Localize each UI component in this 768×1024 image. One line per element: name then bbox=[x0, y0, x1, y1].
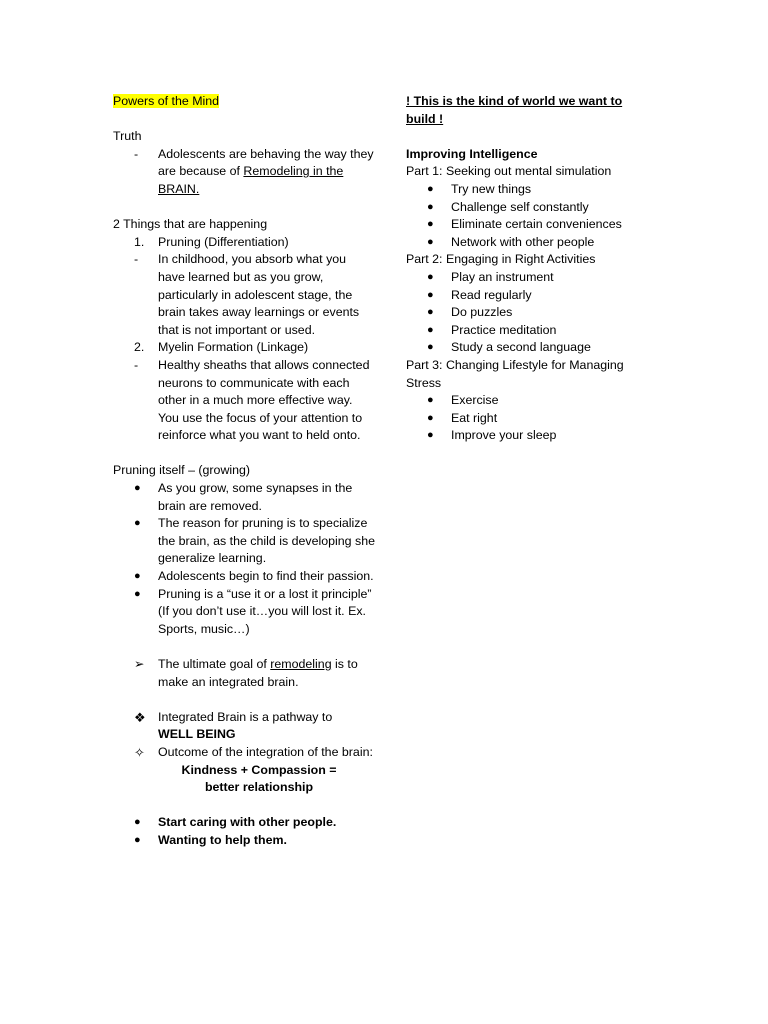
list-item-text: Network with other people bbox=[451, 234, 595, 249]
pruning-bullet-text: The reason for pruning is to specialize the brain, as the child is developing she generalize learning. bbox=[158, 516, 375, 566]
right-column bbox=[406, 93, 646, 445]
list-item bbox=[406, 427, 646, 445]
item-2-description bbox=[113, 357, 375, 445]
pruning-heading: Pruning itself – (growing) bbox=[113, 463, 251, 478]
diamond-item-1 bbox=[113, 709, 375, 744]
truth-item-text bbox=[158, 146, 375, 199]
number-marker-1: 1. bbox=[134, 234, 145, 249]
pruning-bullet-text: Pruning is a “use it or a lost it principle” (If you don’t use it…you will lost it. Ex. Sports, music…) bbox=[158, 586, 372, 636]
list-item-text: Exercise bbox=[451, 393, 499, 408]
item-1-desc-text: In childhood, you absorb what you have learned but as you grow, particularly in adolescent stage, the brain takes away learnings or events that is not important or used. bbox=[158, 252, 360, 337]
pruning-bullet bbox=[113, 480, 375, 515]
part-2-heading: Part 2: Engaging in Right Activities bbox=[406, 252, 596, 267]
formula-line-1: Kindness + Compassion = bbox=[181, 762, 337, 777]
bullet-marker: ● bbox=[427, 411, 434, 424]
dash-marker: - bbox=[134, 252, 139, 267]
list-item-text: Challenge self constantly bbox=[451, 199, 589, 214]
bullet-marker: ● bbox=[427, 218, 434, 231]
formula-line-2: better relationship bbox=[204, 780, 314, 795]
list-item bbox=[406, 304, 646, 322]
bullet-marker: ● bbox=[134, 816, 141, 829]
pruning-bullet bbox=[113, 586, 375, 639]
list-item-text: Do puzzles bbox=[451, 305, 513, 320]
arrow-text-post: is to make an integrated brain. bbox=[158, 657, 358, 689]
final-bullet bbox=[113, 814, 375, 832]
final-bullet bbox=[113, 832, 375, 850]
dash-marker: - bbox=[134, 146, 139, 161]
remodeling-link-text: Remodeling in the BRAIN. bbox=[158, 164, 344, 196]
arrow-item-text bbox=[158, 656, 375, 691]
left-column bbox=[113, 93, 375, 850]
remodeling-word: remodeling bbox=[270, 657, 332, 671]
list-item bbox=[406, 199, 646, 217]
diamond-text: Integrated Brain is a pathway to bbox=[158, 709, 333, 724]
page-title bbox=[113, 93, 375, 111]
diamond-filled-marker: ❖ bbox=[134, 709, 146, 725]
bullet-marker: ● bbox=[134, 482, 141, 495]
item-2-desc-text: Healthy sheaths that allows connected neurons to communicate with each other in a much more effective way. You use the focus of your attention to reinforce what you want to held onto. bbox=[158, 357, 370, 443]
list-item-text: Play an instrument bbox=[451, 269, 554, 284]
dash-marker: - bbox=[134, 357, 139, 372]
bullet-marker: ● bbox=[134, 517, 141, 530]
diamond-item-2 bbox=[113, 744, 375, 762]
bullet-marker: ● bbox=[427, 429, 434, 442]
diamond-item-1-text bbox=[158, 709, 375, 744]
part-1-heading: Part 1: Seeking out mental simulation bbox=[406, 164, 612, 179]
arrow-text-pre: The ultimate goal of bbox=[158, 657, 271, 671]
list-item bbox=[406, 410, 646, 428]
list-item-text: Eliminate certain conveniences bbox=[451, 217, 622, 232]
list-item-text: Try new things bbox=[451, 181, 532, 196]
bullet-marker: ● bbox=[427, 182, 434, 195]
diamond-item-2-text: Outcome of the integration of the brain: bbox=[158, 744, 373, 759]
list-item-text: Improve your sleep bbox=[451, 428, 557, 443]
list-item-text: Eat right bbox=[451, 410, 498, 425]
list-item-text: Read regularly bbox=[451, 287, 532, 302]
list-item bbox=[406, 234, 646, 252]
diamond-outline-marker: ✧ bbox=[134, 744, 145, 760]
bullet-marker: ● bbox=[134, 570, 141, 583]
page-title-text: Powers of the Mind bbox=[113, 94, 220, 108]
bullet-marker: ● bbox=[427, 306, 434, 319]
truth-heading: Truth bbox=[113, 129, 142, 144]
final-bullet-text: Start caring with other people. bbox=[158, 815, 337, 830]
list-item bbox=[406, 181, 646, 199]
item-1-label: Pruning (Differentiation) bbox=[158, 234, 289, 249]
bullet-marker: ● bbox=[427, 200, 434, 213]
list-item-text: Practice meditation bbox=[451, 322, 557, 337]
number-marker-2: 2. bbox=[134, 340, 145, 355]
bullet-marker: ● bbox=[427, 288, 434, 301]
bullet-marker: ● bbox=[134, 587, 141, 600]
arrow-marker: ➢ bbox=[134, 657, 145, 671]
bullet-marker: ● bbox=[427, 235, 434, 248]
item-2-label: Myelin Formation (Linkage) bbox=[158, 340, 309, 355]
headline: ! This is the kind of world we want to build ! bbox=[406, 94, 623, 126]
well-being-text: WELL BEING bbox=[158, 727, 236, 742]
list-item bbox=[406, 216, 646, 234]
list-item bbox=[406, 339, 646, 357]
list-item bbox=[406, 287, 646, 305]
item-1-description bbox=[113, 251, 375, 339]
truth-text: Adolescents are behaving the way they are because of bbox=[158, 146, 374, 179]
pruning-bullet-text: As you grow, some synapses in the brain are removed. bbox=[158, 481, 353, 513]
final-bullet-text: Wanting to help them. bbox=[158, 832, 287, 847]
arrow-item bbox=[113, 656, 375, 691]
part-3-heading: Part 3: Changing Lifestyle for Managing Stress bbox=[406, 357, 624, 390]
bullet-marker: ● bbox=[427, 323, 434, 336]
things-heading: 2 Things that are happening bbox=[113, 217, 268, 232]
numbered-item-1 bbox=[113, 234, 375, 252]
pruning-bullet-text: Adolescents begin to find their passion. bbox=[158, 569, 374, 584]
list-item-text: Study a second language bbox=[451, 340, 591, 355]
list-item bbox=[406, 322, 646, 340]
bullet-marker: ● bbox=[427, 270, 434, 283]
pruning-bullet bbox=[113, 568, 375, 586]
list-item bbox=[406, 392, 646, 410]
bullet-marker: ● bbox=[427, 394, 434, 407]
subheading: Improving Intelligence bbox=[406, 146, 538, 161]
bullet-marker: ● bbox=[134, 833, 141, 846]
truth-item bbox=[113, 146, 375, 199]
pruning-bullet bbox=[113, 515, 375, 568]
numbered-item-2 bbox=[113, 339, 375, 357]
bullet-marker: ● bbox=[427, 341, 434, 354]
list-item bbox=[406, 269, 646, 287]
